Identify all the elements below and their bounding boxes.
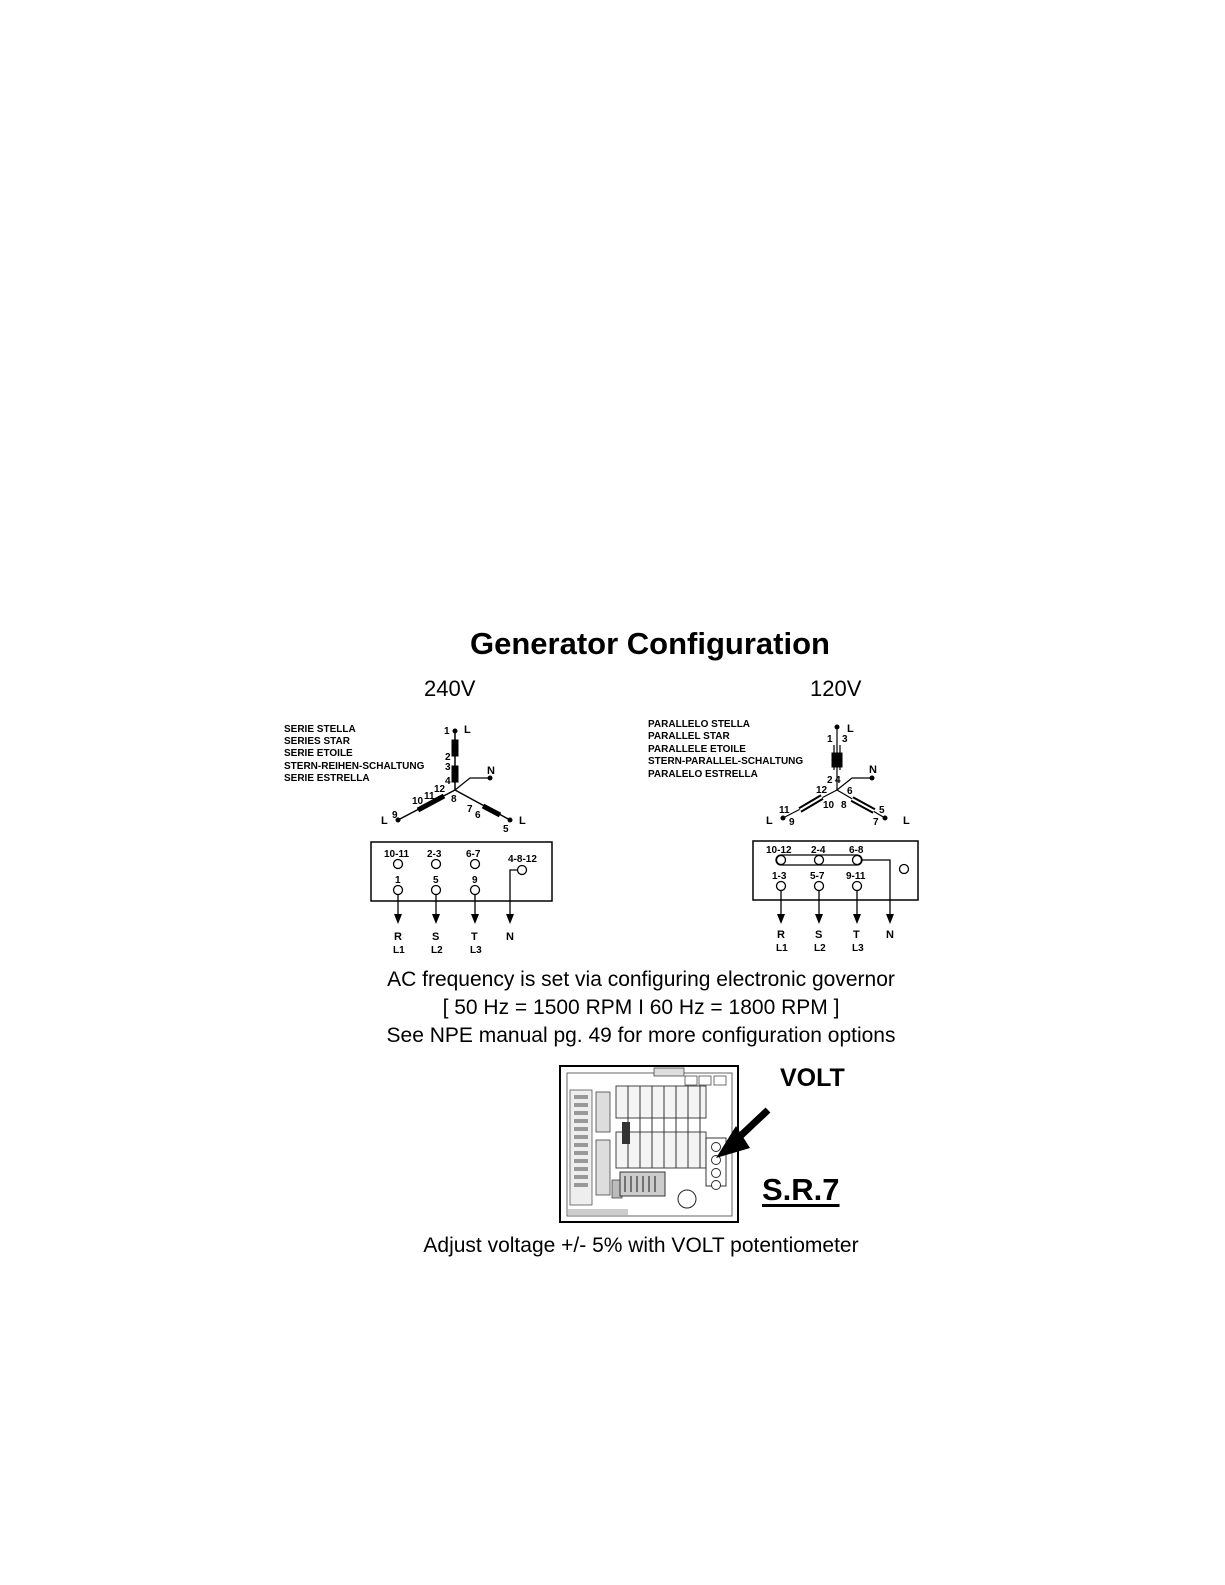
lt-top-1: 10-11	[384, 849, 410, 860]
adjust-caption: Adjust voltage +/- 5% with VOLT potentiometer	[423, 1234, 859, 1257]
lw-3: 3	[445, 762, 451, 773]
rt-phase-3: L3	[852, 943, 864, 954]
page-title: Generator Configuration	[470, 626, 830, 661]
rt-out-n: N	[886, 929, 894, 941]
right-label-3: PARALLELE ETOILE	[648, 744, 746, 755]
lt-top-4: 4-8-12	[508, 854, 537, 865]
caption-line-2: [ 50 Hz = 1500 RPM I 60 Hz = 1800 RPM ]	[442, 996, 840, 1019]
rw-10: 10	[823, 800, 835, 811]
voltage-240-label: 240V	[424, 676, 476, 701]
lt-bot-1: 1	[395, 875, 401, 886]
lw-11: 11	[424, 791, 435, 802]
rw-5: 5	[879, 805, 885, 816]
rw-7: 7	[873, 817, 879, 828]
rt-phase-2: L2	[814, 943, 826, 954]
rw-line-left: L	[766, 815, 773, 827]
left-label-5: SERIE ESTRELLA	[284, 773, 370, 784]
lt-out-s: S	[432, 931, 440, 943]
lw-2: 2	[445, 752, 451, 763]
caption-line-3: See NPE manual pg. 49 for more configuration options	[386, 1024, 896, 1047]
lt-bot-2: 5	[433, 875, 439, 886]
rw-12: 12	[816, 785, 828, 796]
lt-out-r: R	[394, 931, 402, 943]
rw-4: 4	[835, 775, 841, 786]
rt-bot-2: 5-7	[810, 871, 825, 882]
rt-top-3: 6-8	[849, 845, 864, 856]
lw-7: 7	[467, 804, 473, 815]
rw-3: 3	[842, 734, 848, 745]
rt-out-r: R	[777, 929, 785, 941]
right-label-5: PARALELO ESTRELLA	[648, 769, 758, 780]
rw-8: 8	[841, 800, 847, 811]
lt-phase-3: L3	[470, 945, 482, 956]
lw-4: 4	[445, 776, 451, 787]
lt-top-3: 6-7	[466, 849, 481, 860]
left-terminal-box	[371, 842, 552, 956]
rt-top-2: 2-4	[811, 845, 826, 856]
rw-6: 6	[847, 786, 853, 797]
lw-neutral: N	[487, 765, 495, 777]
lw-5: 5	[503, 824, 509, 835]
rw-neutral: N	[869, 764, 877, 776]
lw-10: 10	[412, 796, 424, 807]
rt-bot-3: 9-11	[846, 871, 866, 882]
caption-line-1: AC frequency is set via configuring electronic governor	[387, 968, 895, 991]
rt-top-1: 10-12	[766, 845, 792, 856]
right-terminal-box	[753, 841, 918, 954]
regulator-model-label: S.R.7	[762, 1172, 840, 1207]
lt-bot-3: 9	[472, 875, 478, 886]
lt-out-n: N	[506, 931, 514, 943]
left-label-1: SERIE STELLA	[284, 724, 356, 735]
lt-phase-1: L1	[393, 945, 405, 956]
frequency-captions	[284, 966, 998, 1050]
rw-9: 9	[789, 817, 795, 828]
lw-12: 12	[434, 784, 446, 795]
left-config-labels	[284, 724, 425, 784]
rt-phase-1: L1	[776, 943, 788, 954]
left-label-2: SERIES STAR	[284, 736, 350, 747]
rt-out-t: T	[853, 929, 860, 941]
lw-8: 8	[451, 794, 457, 805]
lw-1: 1	[444, 726, 450, 737]
lw-line-top: L	[464, 724, 471, 736]
lt-phase-2: L2	[431, 945, 443, 956]
left-label-3: SERIE ETOILE	[284, 748, 353, 759]
lw-9: 9	[392, 810, 398, 821]
rt-out-s: S	[815, 929, 823, 941]
lw-line-left: L	[381, 815, 388, 827]
lt-top-2: 2-3	[427, 849, 442, 860]
rw-2: 2	[827, 775, 833, 786]
right-label-2: PARALLEL STAR	[648, 731, 730, 742]
rw-line-top: L	[847, 723, 854, 735]
volt-label: VOLT	[780, 1064, 845, 1092]
rw-line-right: L	[903, 815, 910, 827]
voltage-120-label: 120V	[810, 676, 862, 701]
left-label-4: STERN-REIHEN-SCHALTUNG	[284, 761, 425, 772]
rw-1: 1	[827, 734, 833, 745]
right-config-labels	[648, 719, 803, 780]
lw-line-right: L	[519, 815, 526, 827]
lt-out-t: T	[471, 931, 478, 943]
rw-11: 11	[779, 805, 790, 816]
rt-bot-1: 1-3	[772, 871, 787, 882]
right-winding-numbers	[766, 723, 910, 828]
right-label-4: STERN-PARALLEL-SCHALTUNG	[648, 756, 804, 767]
right-label-1: PARALLELO STELLA	[648, 719, 751, 730]
regulator-board-image	[560, 1066, 738, 1222]
lw-6: 6	[475, 810, 481, 821]
